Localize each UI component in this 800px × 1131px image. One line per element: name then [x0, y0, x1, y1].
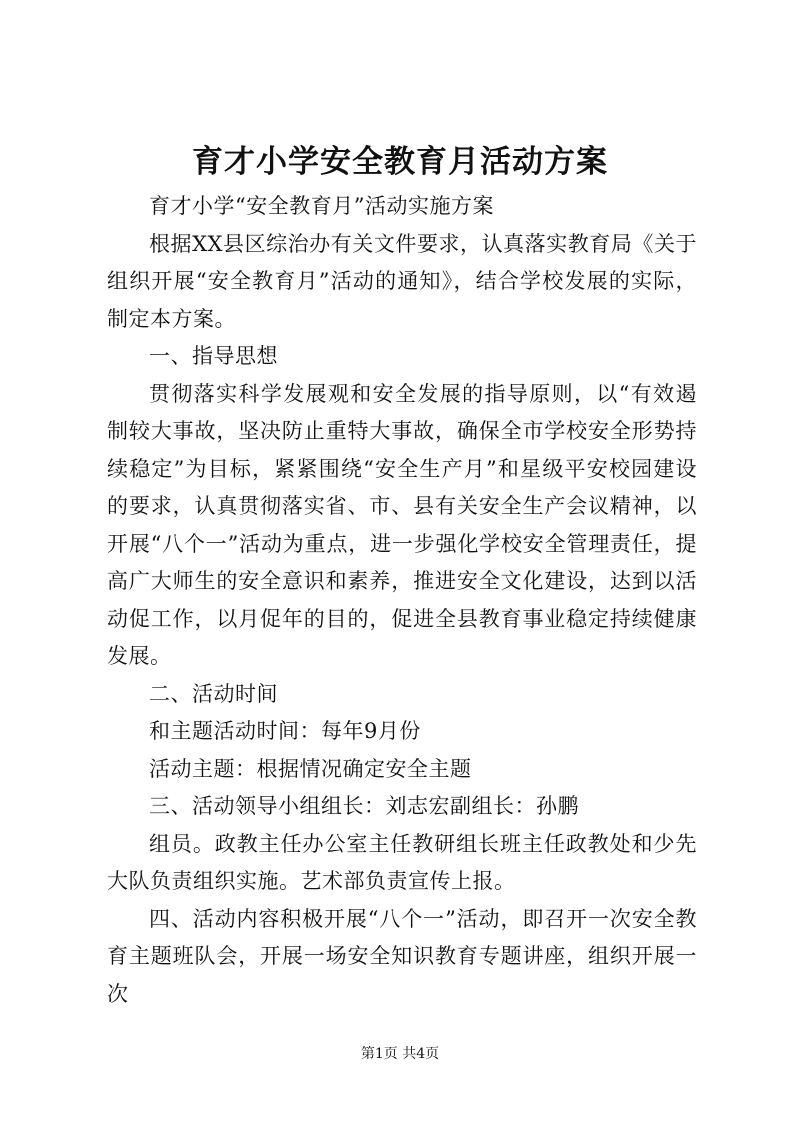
subtitle-paragraph: 育才小学“安全教育月”活动实施方案	[149, 194, 494, 218]
section-heading-activity-time: 二、活动时间	[149, 681, 278, 706]
activity-theme-paragraph: 活动主题：根据情况确定安全主题	[149, 756, 472, 781]
members-paragraph: 组员。政教主任办公室主任教研组长班主任政教处和少先大队负责组织实施。艺术部负责宣传上报。	[107, 831, 697, 893]
section-heading-guiding-thought: 一、指导思想	[149, 344, 278, 368]
document-title: 育才小学安全教育月活动方案	[192, 144, 608, 180]
intro-paragraph: 根据XX县区综治办有关文件要求，认真落实教育局《关于组织开展“安全教育月”活动的通知》，结合学校发展的实际，制定本方案。	[107, 231, 697, 331]
document-body	[107, 188, 697, 1013]
activity-content-paragraph: 四、活动内容积极开展“八个一”活动，即召开一次安全教育主题班队会，开展一场安全知识教育专题讲座，组织开展一次	[107, 906, 697, 1006]
section-heading-leadership: 三、活动领导小组组长：刘志宏副组长：孙鹏	[149, 794, 579, 818]
guiding-thought-paragraph: 贯彻落实科学发展观和安全发展的指导原则，以“有效遏制较大事故，坚决防止重特大事故，确保全市学校安全形势持续稳定”为目标，紧紧围绕“安全生产月”和星级平安校园建设的要求，认真贯彻落实省、市、县有关安全生产会议精神，以开展“八个一”活动为重点，进一步强化学校安全管理责任，提高广大师生的安全意识和素养，推进安全文化建设，达到以活动促工作，以月促年的目的，促进全县教育事业稳定持续健康发展。	[107, 381, 697, 668]
activity-time-paragraph: 和主题活动时间：每年9月份	[149, 719, 421, 743]
page-number: 第1页 共4页	[360, 1046, 440, 1062]
